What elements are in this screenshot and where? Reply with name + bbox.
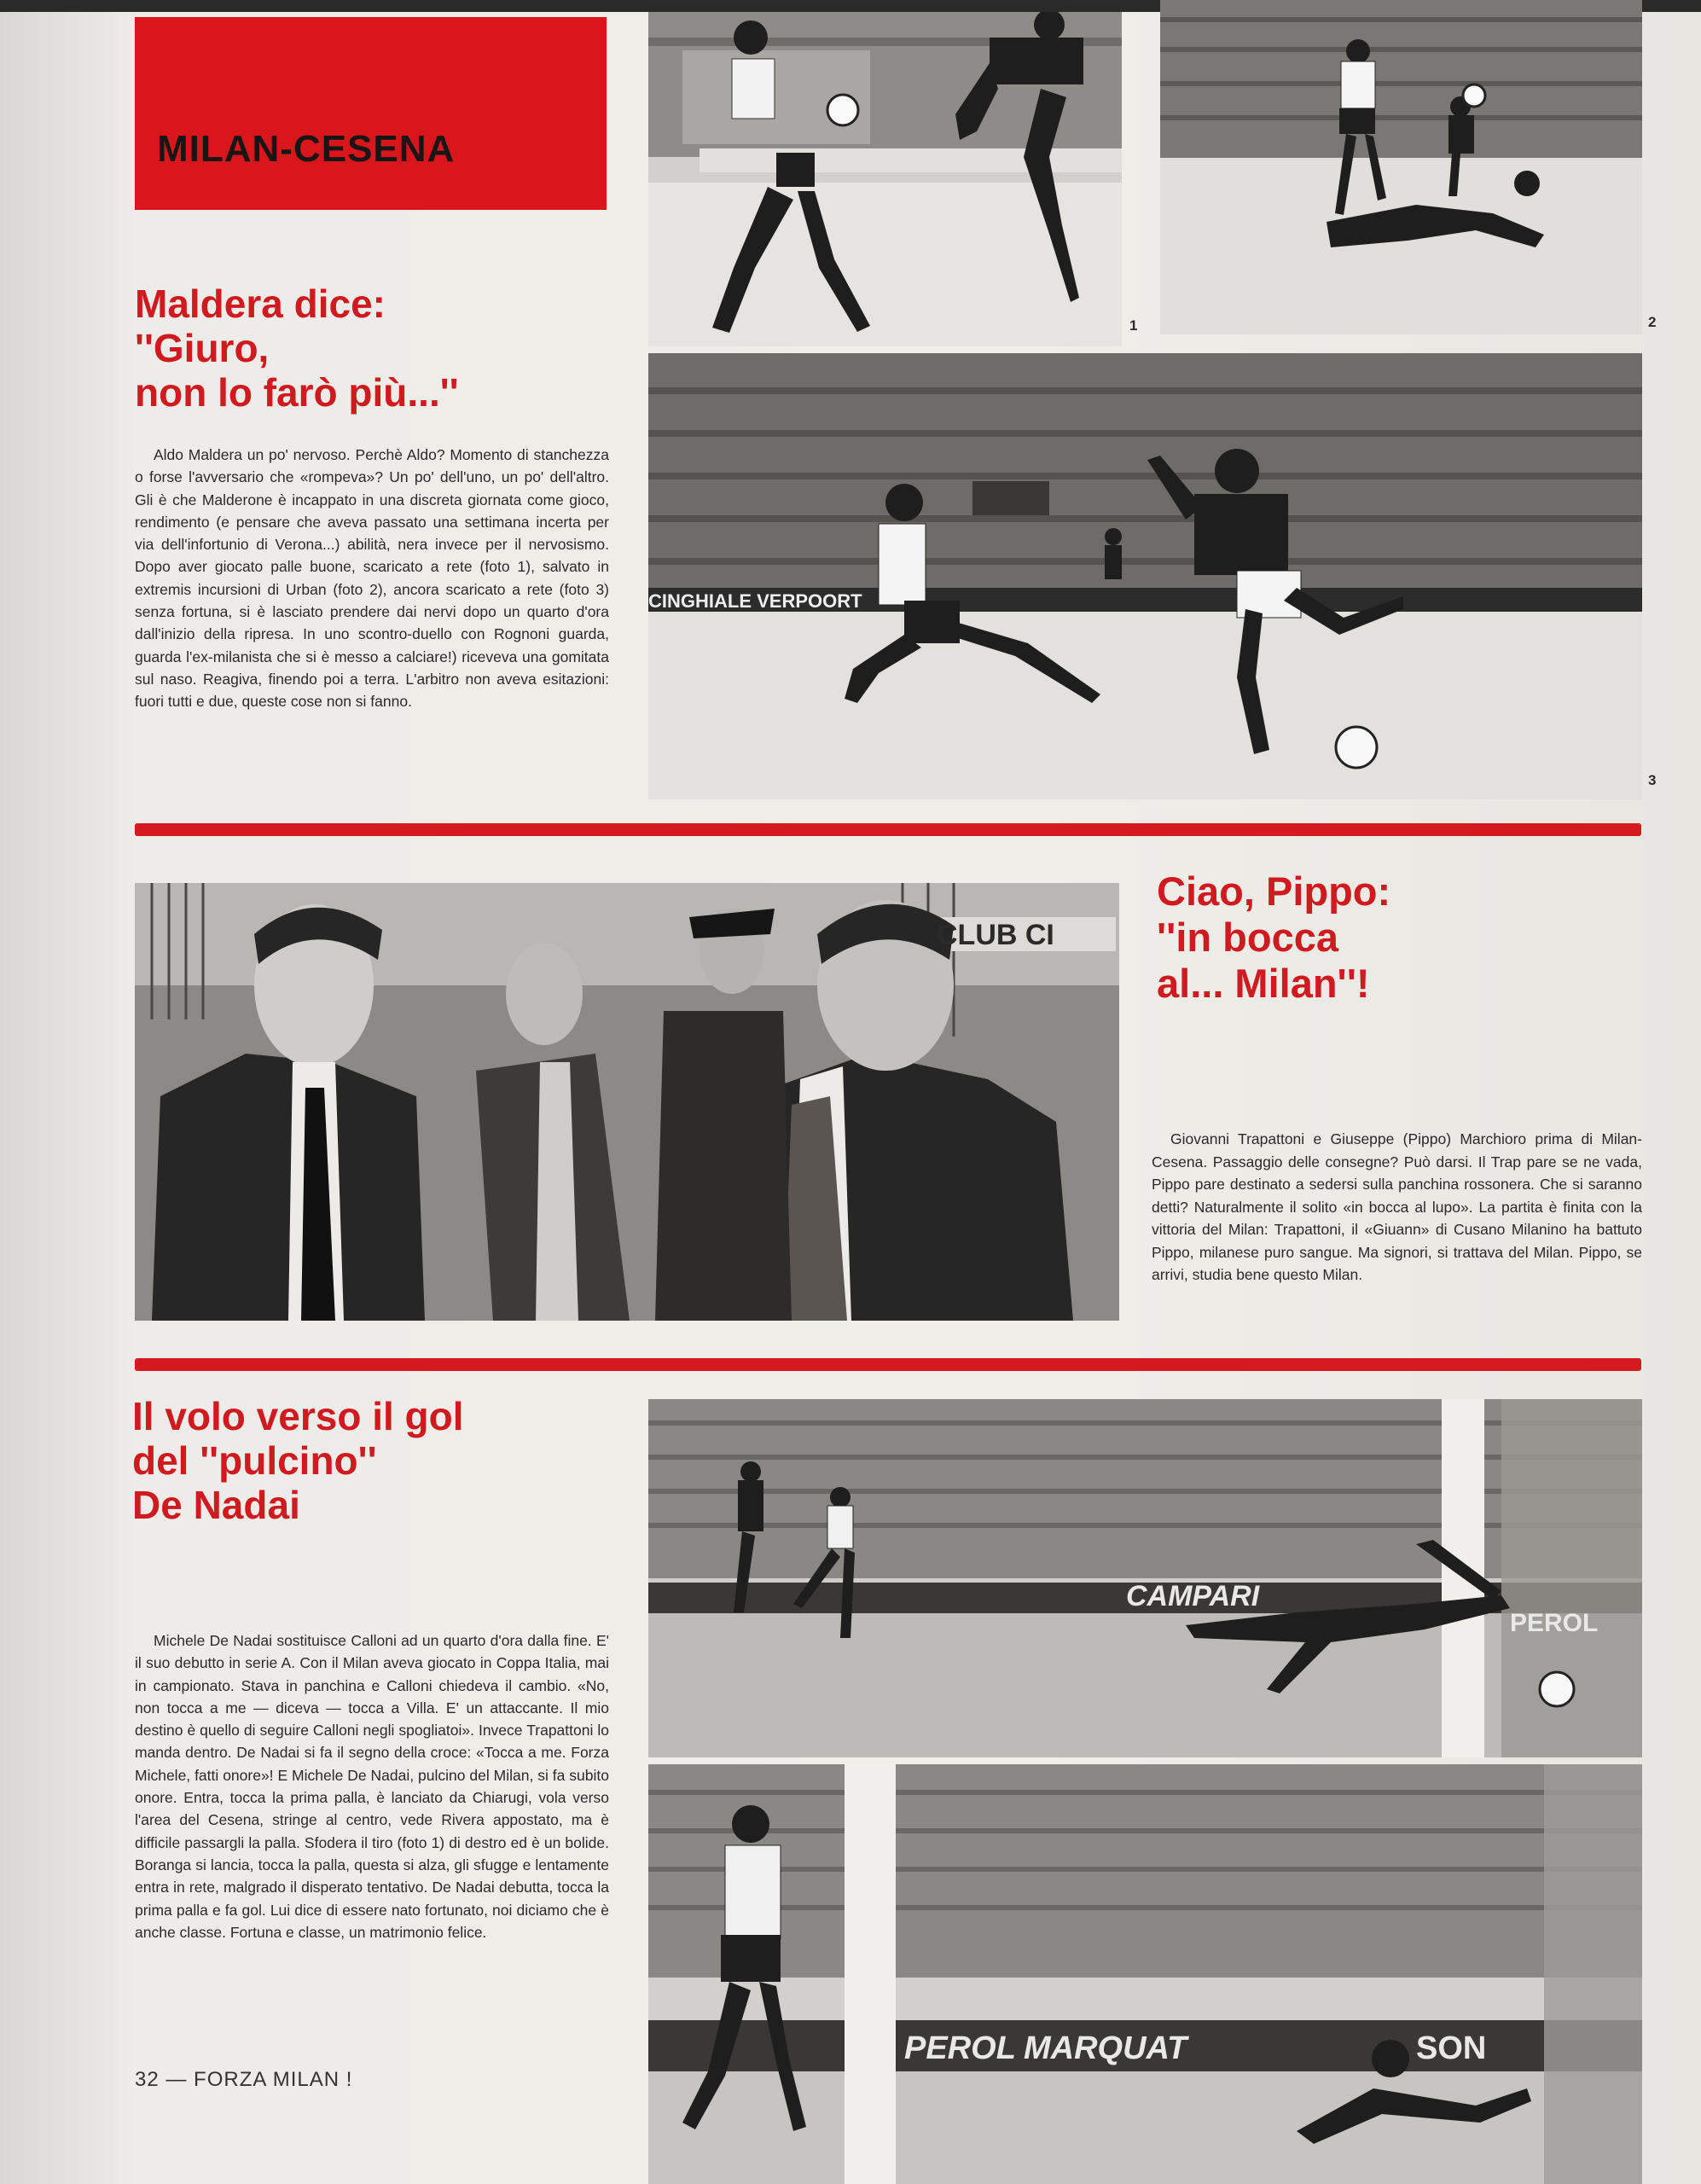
headline-line: ''Giuro, xyxy=(135,326,270,370)
headline-line: ''in bocca xyxy=(1157,915,1339,960)
match-photo-3 xyxy=(648,353,1642,799)
goal-photo-1 xyxy=(648,1399,1642,1757)
stadium-banner: CAMPARI xyxy=(1126,1580,1260,1612)
photo-number: 2 xyxy=(1648,314,1657,330)
headline-de-nadai xyxy=(132,1394,464,1527)
headline-line: Il volo verso il gol xyxy=(132,1394,464,1438)
headline-line: Maldera dice: xyxy=(135,282,386,326)
headline-line: non lo farò più...'' xyxy=(135,370,459,415)
section-tag-box xyxy=(135,17,607,210)
headline-line: al... Milan''! xyxy=(1157,961,1370,1006)
stadium-banner: CLUB CI xyxy=(937,919,1054,951)
photo-number: 1 xyxy=(1129,317,1138,334)
section-divider xyxy=(135,1358,1641,1371)
goal-photo-2 xyxy=(648,1764,1642,2184)
match-photo-1 xyxy=(648,12,1122,346)
section-divider xyxy=(135,823,1641,836)
headline-line: De Nadai xyxy=(132,1483,300,1527)
stadium-banner: MARQUAT xyxy=(1024,2030,1187,2066)
stadium-banner: PEROL xyxy=(904,2030,1016,2066)
article-body-pippo: Giovanni Trapattoni e Giuseppe (Pippo) Marchioro prima di Milan-Cesena. Passaggio delle consegne? Può darsi. Il Trap pare se ne vada, Pippo pare destinato a sedersi sulla panchina rossonera. Che si saranno detti? Naturalmente il solito «in bocca al lupo». La partita è finita con la vittoria del Milan: Trapattoni, il «Giuann» di Cusano Milanino ha battuto Pippo, milanese puro sangue. Ma signori, si trattava del Milan. Pippo, se arrivi, studia bene questo Milan. xyxy=(1152,1130,1642,1283)
match-photo-2 xyxy=(1160,0,1642,334)
section-tag: MILAN-CESENA xyxy=(157,128,456,170)
trapattoni-marchioro-photo xyxy=(135,883,1119,1321)
photo-number: 3 xyxy=(1648,772,1657,788)
article-body-maldera: Aldo Maldera un po' nervoso. Perchè Aldo? Momento di stanchezza o forse l'avversario che «rompeva»? Un po' dell'uno, un po' dell'altro. Gli è che Malderone è incappato in una discreta giornata come gioco, rendimento (e pensare che aveva passato una settimana incerta per via dell'infortunio di Verona...) abilità, nera invece per il nervosismo. Dopo aver giocato palle buone, scaricato a rete (foto 1), salvato in extremis incursioni di Urban (foto 2), ancora scaricato a rete (foto 3) senza fortuna, si è lasciato prendere dai nervi dopo un quarto d'ora dall'inizio della ripresa. In uno scontro-duello con Rognoni guarda, guarda l'ex-milanista che si è messo a calciare!) riceveva una gomitata sul naso. Reagiva, finendo poi a terra. L'arbitro non aveva esitazioni: fuori tutti e due, queste cose non si fanno. xyxy=(135,446,609,711)
headline-maldera xyxy=(135,282,459,415)
headline-line: Ciao, Pippo: xyxy=(1157,868,1391,914)
page-footer: 32 — FORZA MILAN ! xyxy=(135,2068,353,2091)
stadium-banner: CINGHIALE VERPOORT xyxy=(648,590,862,612)
stadium-banner: SON xyxy=(1416,2030,1487,2066)
stadium-banner: PEROL xyxy=(1510,1609,1599,1637)
article-body-de-nadai: Michele De Nadai sostituisce Calloni ad un quarto d'ora dalla fine. E' il suo debutto in serie A. Con il Milan aveva giocato in Coppa Italia, mai in campionato. Stava in panchina e Calloni chiedeva il cambio. «No, non tocca a me — diceva — tocca a Villa. E' un attaccante. Il mio destino è quello di seguire Calloni negli spogliatoi». Invece Trapattoni lo manda dentro. De Nadai si fa il segno della croce: «Tocca a me. Forza Michele, fatti onore»! E Michele De Nadai, pulcino del Milan, si fa subito onore. Entra, tocca la prima palla, è lanciato da Chiarugi, vola verso l'area del Cesena, stringe al centro, vede Rivera appostato, ma è difficile passargli la palla. Sfodera il tiro (foto 1) di destro ed è un bolide. Boranga si lancia, tocca la palla, questa si alza, gli sfugge e lentamente entra in rete, malgrado il disperato tentativo. De Nadai debutta, tocca la prima palla e fa gol. Lui dice di essere nato fortunato, noi diciamo che è anche classe. Fortuna e classe, un matrimonio felice. xyxy=(135,1632,609,1941)
headline-line: del ''pulcino'' xyxy=(132,1438,377,1483)
headline-pippo xyxy=(1157,868,1390,1007)
